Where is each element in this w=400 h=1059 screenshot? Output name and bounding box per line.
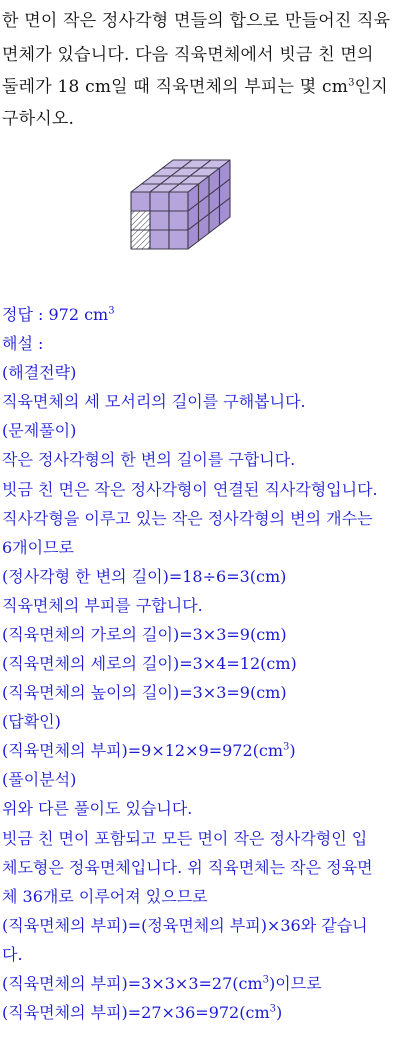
solution-line: (직육면체의 가로의 길이)=3×3=9(cm) [2, 625, 287, 644]
solution-line: 빗금 친 면은 작은 정사각형이 연결된 직사각형입니다. [2, 480, 378, 499]
volume-line-3: (직육면체의 부피)$=27\times 36=972(cm^3)$ [2, 1003, 283, 1022]
solution-line: 직사각형을 이루고 있는 작은 정사각형의 변의 개수는 [2, 509, 373, 528]
solution-line: 위와 다른 풀이도 있습니다. [2, 799, 193, 818]
solution-line: 직육면체의 세 모서리의 길이를 구해봅니다. [2, 392, 306, 411]
question-line-4: 구하시오. [2, 109, 75, 129]
solution-line: 6개이므로 [2, 538, 75, 557]
volume-line-2: (직육면체의 부피)$=3\times 3\times 3=27(cm^3)$이므로 [2, 974, 322, 993]
front-square [169, 211, 188, 230]
front-square [150, 211, 169, 230]
front-square [150, 230, 169, 249]
solution-line: (직육면체의 높이의 길이)=3×3=9(cm) [2, 683, 287, 702]
solution-line: (문제풀이) [2, 421, 77, 440]
solution-line: (직육면체의 부피)=(정육면체의 부피)×36와 같습니 [2, 916, 368, 935]
front-square [169, 230, 188, 249]
solution-line: 체도형은 정육면체입니다. 위 직육면체는 작은 정육면 [2, 858, 373, 877]
front-square [131, 192, 150, 211]
solution-line: (답확인) [2, 712, 61, 731]
front-square [150, 192, 169, 211]
solution-line: (해결전략) [2, 363, 77, 382]
answer: 정답 : 972 $cm^3$ [2, 305, 115, 324]
solution-line: 체 36개로 이루어져 있으므로 [2, 887, 208, 906]
front-square [169, 192, 188, 211]
question-line-3: 둘레가 18 cm일 때 직육면체의 부피는 몇 $cm^3$인지 [2, 77, 388, 97]
solution-line: (풀이분석) [2, 770, 77, 789]
solution-line: 다. [2, 945, 23, 964]
solution-line: 작은 정사각형의 한 변의 길이를 구합니다. [2, 450, 296, 469]
solution-line: 빗금 친 면이 포함되고 모든 면이 작은 정사각형인 입 [2, 829, 368, 848]
solution-line: (정사각형 한 변의 길이)=18÷6=3(cm) [2, 567, 287, 586]
solution-line: 직육면체의 부피를 구합니다. [2, 596, 203, 615]
question-line-2: 면체가 있습니다. 다음 직육면체에서 빗금 친 면의 [2, 45, 374, 65]
explanation-label: 해설 : [2, 334, 44, 353]
cuboid-figure [127, 139, 273, 251]
question-line-1: 한 면이 작은 정사각형 면들의 합으로 만들어진 직육 [2, 11, 391, 31]
volume-line-1: (직육면체의 부피)$=9\times 12\times 9=972(cm^3)$ [2, 741, 296, 760]
hatched-square [131, 230, 150, 249]
hatched-square [131, 211, 150, 230]
solution-line: (직육면체의 세로의 길이)=3×4=12(cm) [2, 654, 297, 673]
